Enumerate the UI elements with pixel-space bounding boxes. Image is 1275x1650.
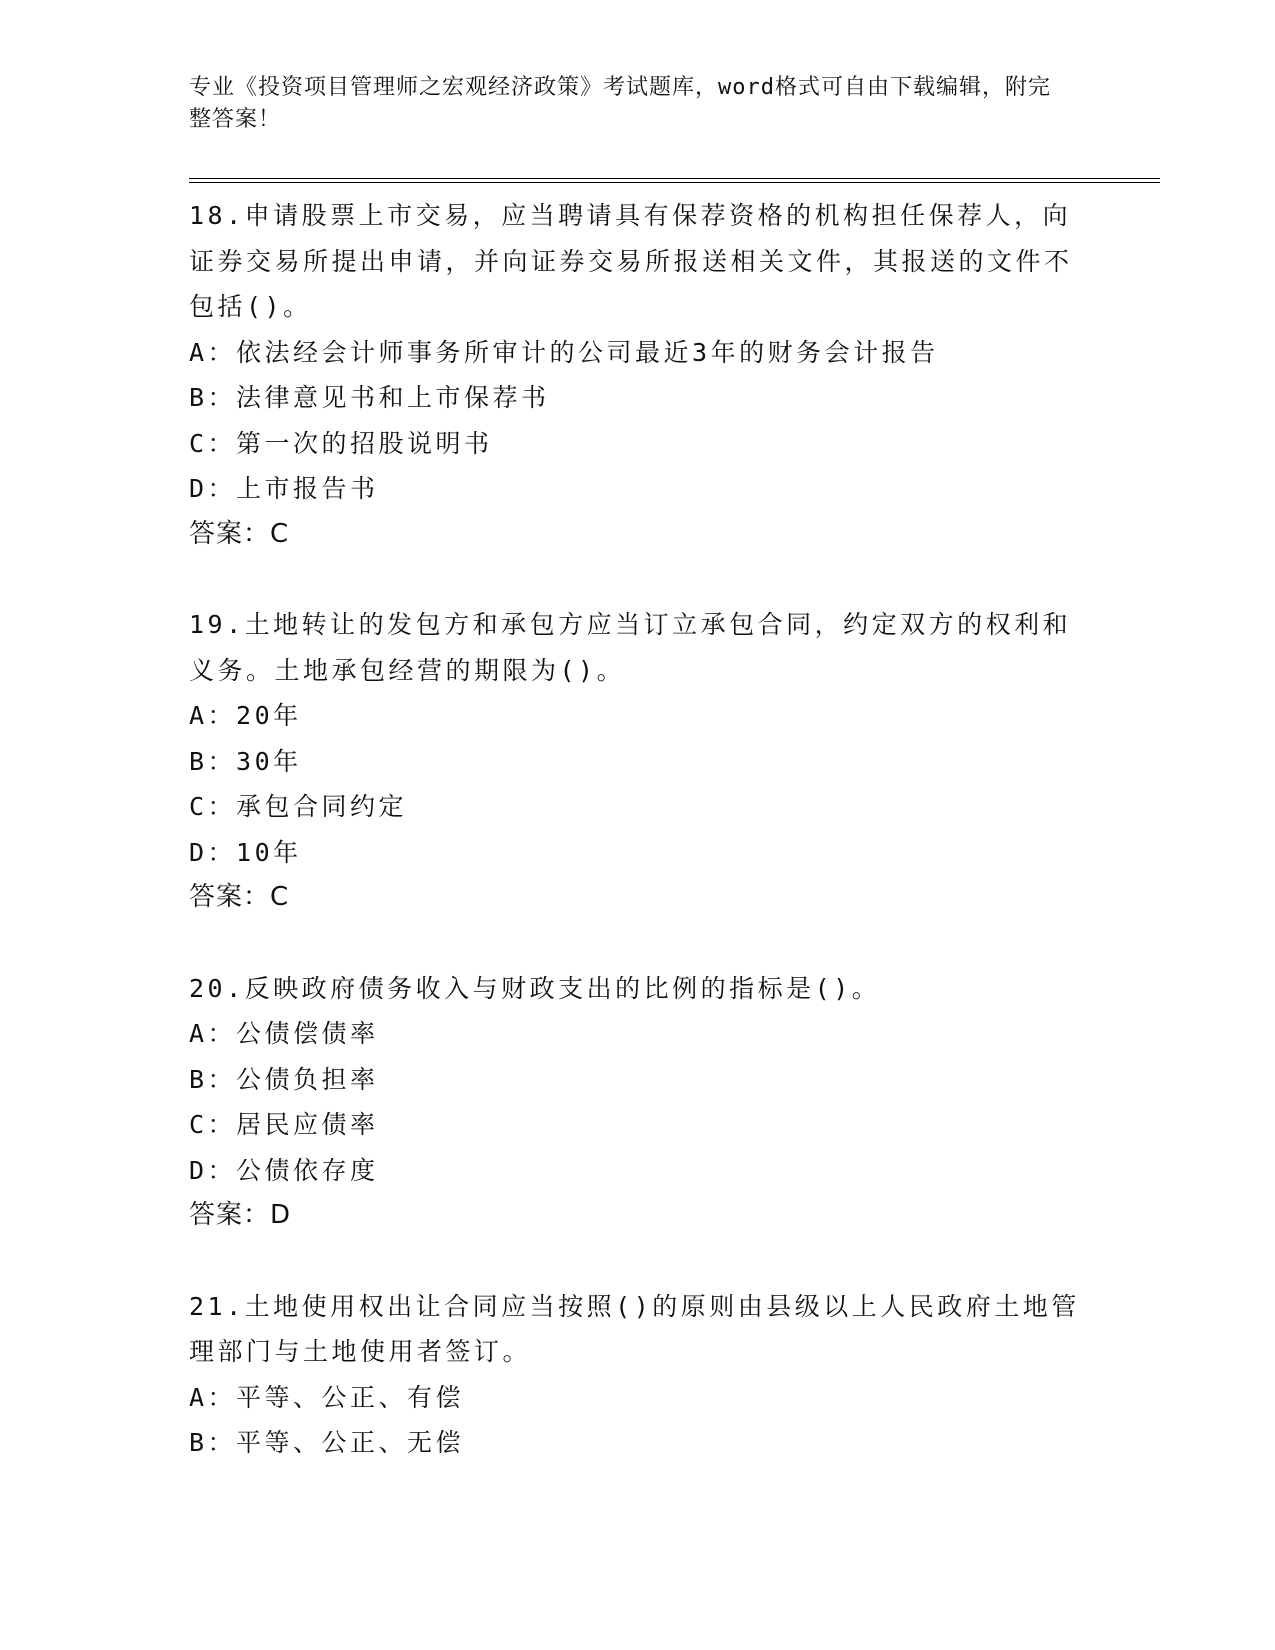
option-a: A：20年 (189, 701, 302, 730)
document-header: 专业《投资项目管理师之宏观经济政策》考试题库，word格式可自由下载编辑，附完整答案！ (189, 75, 1051, 132)
option-c: C：第一次的招股说明书 (189, 428, 493, 458)
option-a: A：公债偿债率 (189, 1019, 379, 1048)
answer: 答案：D (189, 1200, 292, 1230)
question-text: 20.反映政府债务收入与财政支出的比例的指标是()。 (189, 973, 881, 1003)
answer: 答案：C (189, 518, 290, 549)
question-text: 18.申请股票上市交易，应当聘请具有保荐资格的机构担任保荐人，向证券交易所提出申请，并向证券交易所报送相关文件，其报送的文件不包括()。 (189, 201, 1073, 321)
question-19 (189, 602, 1089, 921)
option-d: D：上市报告书 (189, 474, 379, 503)
option-d: D：10年 (189, 837, 302, 867)
question-list (189, 193, 1089, 1511)
header-divider (189, 178, 1160, 183)
option-c: C：承包合同约定 (189, 792, 408, 821)
question-18 (189, 193, 1089, 557)
option-b: B：法律意见书和上市保荐书 (189, 383, 550, 412)
option-d: D：公债依存度 (189, 1155, 379, 1185)
option-c: C：居民应债率 (189, 1110, 379, 1139)
question-21 (189, 1284, 1089, 1466)
option-b: B：平等、公正、无偿 (189, 1428, 465, 1457)
question-text: 21.土地使用权出让合同应当按照()的原则由县级以上人民政府土地管理部门与土地使用者签订。 (189, 1291, 1080, 1366)
option-b: B：公债负担率 (189, 1064, 379, 1094)
option-b: B：30年 (189, 746, 302, 776)
answer: 答案：C (189, 882, 290, 912)
option-a: A：依法经会计师事务所审计的公司最近3年的财务会计报告 (189, 337, 939, 367)
option-a: A：平等、公正、有偿 (189, 1382, 465, 1412)
question-text: 19.土地转让的发包方和承包方应当订立承包合同，约定双方的权利和义务。土地承包经营的期限为()。 (189, 610, 1072, 685)
question-20 (189, 966, 1089, 1239)
